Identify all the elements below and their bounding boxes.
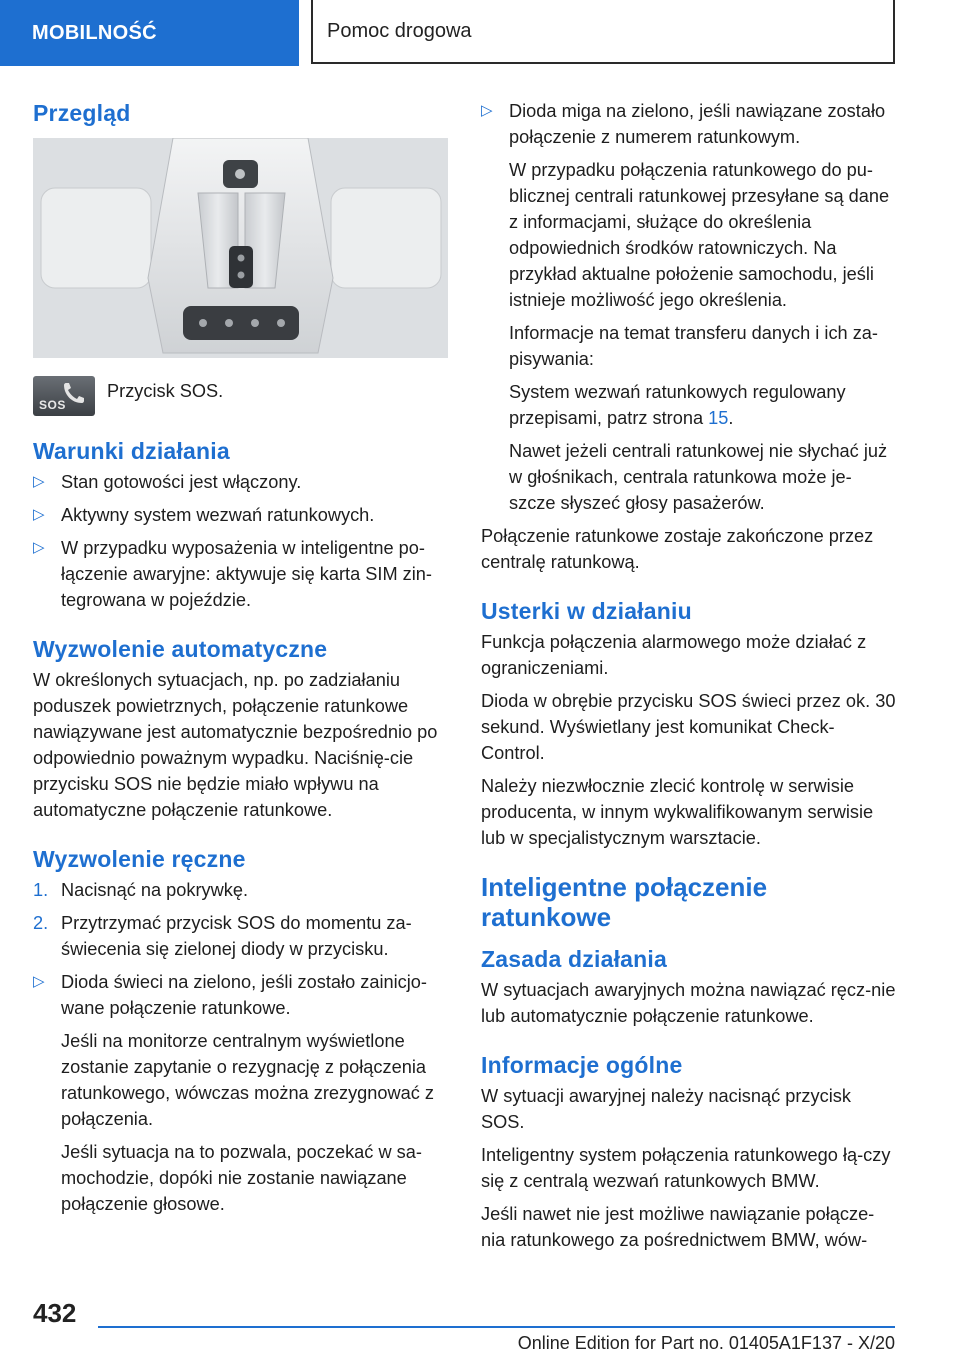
led-green-note-1: Jeśli na monitorze centralnym wyświetlone zostanie zapytanie o rezygnację z połączenia ratunkowego, wówczas można zrezygnować z połączenia.	[61, 1031, 435, 1129]
list-item: ▷ W przypadku wyposażenia w inteligentne po-łączenie awaryjne: aktywuje się karta SIM zin-tegrowana w pojeździe.	[33, 535, 448, 613]
page-header	[0, 0, 960, 66]
blink-note-2: Informacje na temat transferu danych i ich za-pisywania:	[509, 323, 878, 369]
general-info-heading: Informacje ogólne	[481, 1052, 683, 1078]
general-text-3: Jeśli nawet nie jest możliwe nawiązanie połącze-nia ratunkowego za pośrednictwem BMW, wów-	[481, 1204, 875, 1250]
faults-text-2: Dioda w obrębie przycisku SOS świeci przez ok. 30 sekund. Wyświetlany jest komunikat Check-Control.	[481, 691, 896, 763]
auto-trigger-text: W określonych sytuacjach, np. po zadziałaniu poduszek powietrznych, połączenie ratunkowe nawiązywane jest automatycznie bezpośrednio po odpowiednio poważnym wypadku. Naciśnię-cie przycisku SOS nie będzie miało wpływu na automatyczne połączenie ratunkowe.	[33, 670, 438, 820]
left-column	[33, 98, 448, 1224]
manual-trigger-heading: Wyzwolenie ręczne	[33, 846, 246, 872]
sos-phone-icon: SOS	[33, 376, 95, 416]
list-item: ▷ Dioda miga na zielono, jeśli nawiązane zostało połączenie z numerem ratunkowym.	[481, 98, 897, 150]
page-number: 432	[33, 1298, 77, 1328]
triangle-bullet-icon: ▷	[33, 973, 45, 990]
principle-heading: Zasada działania	[481, 946, 667, 972]
step-item: 2. Przytrzymać przycisk SOS do momentu za-świecenia się zielonej diody w przycisku.	[33, 913, 412, 959]
footer-divider	[98, 1326, 895, 1328]
roof-console-illustration	[33, 138, 448, 358]
edition-note: Online Edition for Part no. 01405A1F137 - X/20	[517, 1333, 895, 1353]
list-item: ▷ Stan gotowości jest włączony.	[33, 469, 448, 495]
faults-text-1: Funkcja połączenia alarmowego może działać z ograniczeniami.	[481, 632, 867, 678]
sos-caption: Przycisk SOS.	[107, 381, 224, 401]
blink-note-4: Nawet jeżeli centrali ratunkowej nie słychać już w głośnikach, centrala ratunkowa może je-szcze słyszeć głosy pasażerów.	[509, 441, 888, 513]
sos-legend	[33, 376, 448, 416]
triangle-bullet-icon: ▷	[33, 506, 45, 523]
list-item: ▷ Dioda świeci na zielono, jeśli zostało zainicjo-wane połączenie ratunkowe.	[33, 969, 448, 1021]
blink-note-3: System wezwań ratunkowych regulowany przepisami, patrz strona 15.	[509, 382, 846, 428]
faults-text-3: Należy niezwłocznie zlecić kontrolę w serwisie producenta, w innym wykwalifikowanym serwisie lub w specjalistycznym warsztacie.	[481, 776, 874, 848]
section-tab: MOBILNOŚĆ	[0, 0, 299, 66]
roof-console-photo	[33, 138, 448, 358]
triangle-bullet-icon: ▷	[481, 102, 493, 119]
step-item: 1. Nacisnąć na pokrywkę.	[33, 880, 249, 900]
conditions-heading: Warunki działania	[33, 438, 230, 464]
general-text-1: W sytuacji awaryjnej należy nacisnąć przycisk SOS.	[481, 1086, 851, 1132]
page-link[interactable]: 15	[708, 408, 729, 428]
general-text-2: Inteligentny system połączenia ratunkowego łą-czy się z centralą wezwań ratunkowych BMW.	[481, 1145, 891, 1191]
end-call-text: Połączenie ratunkowe zostaje zakończone przez centralę ratunkową.	[481, 526, 874, 572]
smart-call-heading: Inteligentne połączenie ratunkowe	[481, 872, 768, 932]
principle-text: W sytuacjach awaryjnych można nawiązać ręcz-nie lub automatycznie połączenie ratunkowe.	[481, 980, 896, 1026]
faults-heading: Usterki w działaniu	[481, 598, 692, 624]
triangle-bullet-icon: ▷	[33, 473, 45, 490]
blink-note-1: W przypadku połączenia ratunkowego do pu-blicznej centrali ratunkowej przesyłane są dane z informacjami, służące do określenia odpowiednich środków ratowniczych. Na przykład aktualne położenie samochodu, jeśli istnieje możliwość jego określenia.	[509, 160, 890, 310]
auto-trigger-heading: Wyzwolenie automatyczne	[33, 636, 328, 662]
led-green-note-2: Jeśli sytuacja na to pozwala, poczekać w sa-mochodzie, dopóki nie zostanie nawiązane połączenie głosowe.	[61, 1142, 422, 1214]
list-item: ▷ Aktywny system wezwań ratunkowych.	[33, 502, 448, 528]
chapter-tab: Pomoc drogowa	[311, 0, 895, 64]
right-column	[481, 98, 897, 1260]
triangle-bullet-icon: ▷	[33, 539, 45, 556]
overview-heading: Przegląd	[33, 100, 131, 126]
